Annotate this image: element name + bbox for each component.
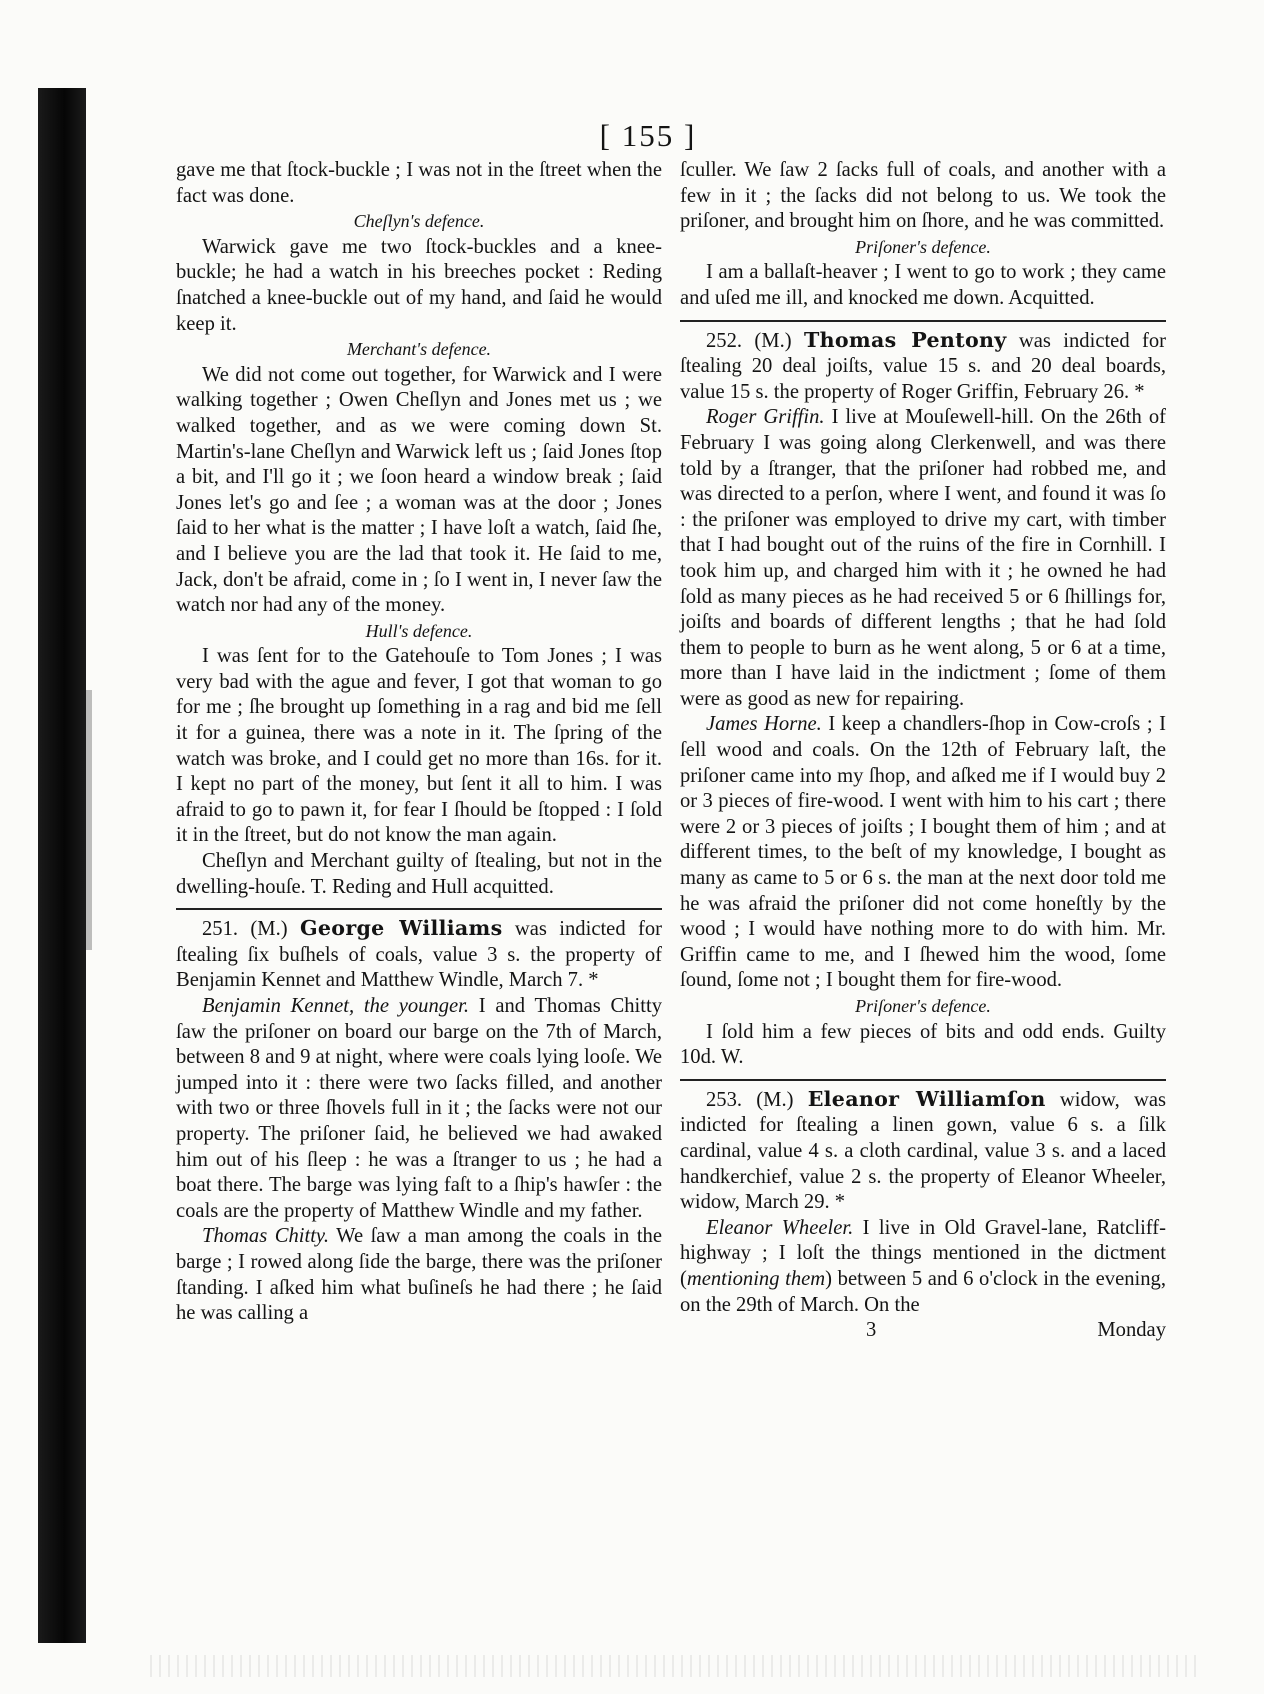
catchword: Monday [1097, 1319, 1166, 1342]
witness-name: Eleanor Wheeler. [706, 1216, 854, 1239]
section-rule [680, 1079, 1166, 1081]
paragraph: I was ſent for to the Gatehouſe to Tom Jones ; I was very bad with the ague and fever, I got that woman to go for me ; ſhe brought up ſomething in a rag and bid me ſell it for a guinea, there was a note in it. The ſpring of the watch was broke, and I could get no more than 16s. for it. I kept no part of the money, but ſent it all to him. I was afraid to go to pawn it, for fear I ſhould be ſtopped : I ſold it in the ſtreet, but do not know the man again. [176, 645, 662, 847]
signature-mark: 3 [866, 1319, 877, 1342]
witness-testimony: Thomas Chitty. We ſaw a man among the coals in the barge ; I rowed along ſide the barge, there was the priſoner ſtanding. I aſked him what buſineſs he had there ; he ſaid he was calling a [176, 1225, 662, 1325]
section-heading: Hull's defence. [365, 620, 473, 641]
paragraph: Warwick gave me two ſtock-buckles and a knee-buckle; he had a watch in his breeches pocket : Reding ſnatched a knee-buckle out of my hand, and ſaid he would keep it. [176, 235, 662, 335]
left-column [176, 158, 662, 1327]
witness-testimony: James Horne. I keep a chandlers-ſhop in Cow-croſs ; I ſell wood and coals. On the 12th of February laſt, the priſoner came into my ſhop, and aſked me if I would buy 2 or 3 pieces of fire-wood. I went with him to his cart ; there were 2 or 3 pieces of joiſts ; I bought them of him ; and at different times, to the beſt of my knowledge, I bought as many as came to 5 or 6 s. the man at the next door told me he was afraid the priſoner did not come honeſtly by the wood ; I would have nothing more to do with him. Mr. Griffin came to me, and I ſhewed him the wood, ſome ſound, ſome not ; I bought them for fire-wood. [680, 713, 1166, 992]
witness-name: Roger Griffin. [706, 406, 825, 429]
continued-paragraph: gave me that ſtock-buckle ; I was not in the ſtreet when the fact was done. [176, 159, 662, 207]
italic-aside: mentioning them [686, 1267, 826, 1290]
witness-name: Thomas Chitty. [202, 1225, 330, 1248]
defendant-name: Thomas Pentony [803, 327, 1007, 352]
section-heading: Priſoner's defence. [855, 996, 991, 1016]
page-number: [ 155 ] [599, 118, 697, 153]
section-heading: Priſoner's defence. [855, 236, 991, 257]
binding-wear [86, 690, 92, 950]
indictment-entry: 253. (M.) Eleanor Williamſon widow, was indicted for ſtealing a linen gown, value 6 s. a ſilk cardinal, value 4 s. a cloth cardinal, value 3 s. and a laced handkerchief, value 2 s. the property of Eleanor Wheeler, widow, March 29. * [680, 1086, 1167, 1214]
witness-name: Benjamin Kennet, the younger. [202, 995, 470, 1017]
continued-paragraph: ſculler. We ſaw 2 ſacks full of coals, and another with a few in it ; the ſacks did not belong to us. We took the priſoner, and brought him on ſhore, and he was committed. [680, 159, 1166, 233]
section-rule [680, 320, 1166, 322]
section-rule [176, 908, 662, 910]
right-column [680, 158, 1166, 1344]
witness-testimony: Roger Griffin. I live at Mouſewell-hill. On the 26th of February I was going along Clerkenwell, and was there told by a ſtranger, that the priſoner had robbed me, and was directed to a perſon, where I went, and found it was ſo : the priſoner was employed to drive my cart, with timber that I had bought out of the ruins of the fire in Cornhill. I took him up, and charged him with it ; he owned he had ſold as many pieces as he had received 5 or 6 ſhillings for, joiſts and boards of different lengths ; that he had ſold them to people to burn as he went along, 5 or 6 at a time, more than I have laid in the indictment ; ſome of them were as good as new for repairing. [680, 406, 1166, 710]
paragraph: We did not come out together, for Warwick and I were walking together ; Owen Cheſlyn and Jones met us ; we walked together, and as we were coming down St. Martin's-lane Cheſlyn and Warwick left us ; ſaid Jones ſtop a bit, and I'll go it ; we ſoon heard a window break ; ſaid Jones let's go and ſee ; a woman was at the door ; Jones ſaid to her what is the matter ; I have loſt a watch, ſaid ſhe, and I believe you are the lad that took it. He ſaid to me, Jack, don't be afraid, come in ; ſo I went in, I never ſaw the watch nor had any of the money. [176, 363, 662, 617]
paragraph: Cheſlyn and Merchant guilty of ſtealing, but not in the dwelling-houſe. T. Reding and Hull acquitted. [176, 850, 662, 898]
defendant-name: George Williams [300, 916, 503, 941]
section-heading: Cheſlyn's defence. [353, 211, 485, 232]
case-number: 253. (M.) [706, 1088, 808, 1111]
paragraph: I ſold him a few pieces of bits and odd ends. Guilty 10d. W. [680, 1020, 1166, 1069]
witness-name: James Horne. [706, 713, 822, 736]
indictment-entry: 251. (M.) George Williams was indicted for ſtealing ſix buſhels of coals, value 3 s. the property of Benjamin Kennet and Matthew Windle, March 7. * [176, 916, 663, 992]
defendant-name: Eleanor Williamſon [807, 1086, 1046, 1111]
paragraph: I am a ballaſt-heaver ; I went to go to work ; they came and uſed me ill, and knocked me down. Acquitted. [680, 261, 1166, 309]
page-footer [680, 1318, 1166, 1344]
section-heading: Merchant's defence. [346, 339, 492, 360]
case-number: 251. (M.) [202, 918, 300, 941]
indictment-entry: 252. (M.) Thomas Pentony was indicted for ſtealing 20 deal joiſts, value 15 s. and 20 deal boards, value 15 s. the property of Roger Griffin, February 26. * [680, 327, 1167, 403]
witness-testimony: Benjamin Kennet, the younger. I and Thomas Chitty ſaw the priſoner on board our barge on the 7th of March, between 8 and 9 at night, where were coals lying looſe. We jumped into it : there were two ſacks filled, and another with two or three ſhovels full in it ; the ſacks were not our property. The priſoner ſaid, he believed we had awaked him out of his ſleep : he was a ſtranger to us ; he had a boat there. The barge was lying faſt to a ſhip's hawſer : the coals are the property of Matthew Windle and my father. [176, 995, 663, 1222]
witness-testimony: Eleanor Wheeler. I live in Old Gravel-lane, Ratcliff-highway ; I loſt the things mentioned in the dictment (mentioning them) between 5 and 6 o'clock in the evening, on the 29th of March. On the [680, 1216, 1166, 1316]
binding-shadow [38, 88, 86, 1643]
page-edge-noise [150, 1655, 1200, 1677]
case-number: 252. (M.) [706, 329, 804, 352]
